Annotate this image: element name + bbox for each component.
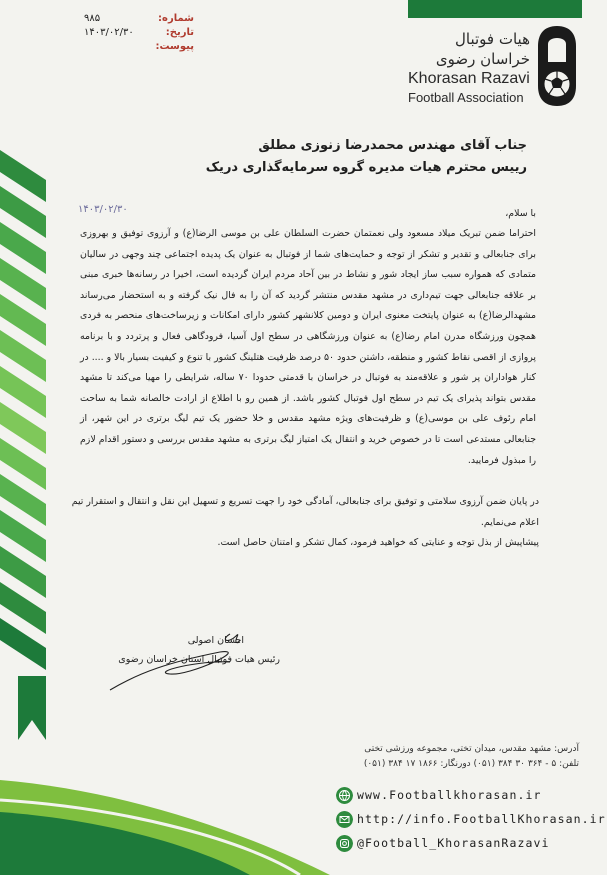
letter-closing-block (71, 492, 539, 554)
mail-icon (336, 811, 353, 828)
globe-icon (336, 787, 353, 804)
footer-phone: تلفن: ۵ - ۳۶۴ ۳۰ ۳۸۴ (۰۵۱) دورنگار: ۱۸۶۶ ۱۷ ۳۸۴ (۰۵۱) (363, 759, 579, 769)
meta-date-value: ۱۴۰۳/۰۲/۳۰ (84, 27, 134, 38)
instagram-handle[interactable]: @Football_KhorasanRazavi (357, 836, 550, 850)
greeting: با سلام، (505, 208, 536, 219)
football-logo-icon (536, 24, 578, 108)
logo-name-en-line1: Khorasan Razavi (408, 70, 530, 87)
header-green-band (408, 0, 582, 18)
footer-address: آدرس: مشهد مقدس، میدان تختی، مجموعه ورزشی تختی (364, 744, 579, 754)
letter-body (80, 204, 536, 471)
signer-title: رئیس هیات فوتبال استان خراسان رضوی (118, 654, 280, 665)
meta-date-label: تاریخ: (165, 27, 194, 38)
signature-block (80, 632, 280, 692)
meta-number-row (84, 12, 194, 26)
contact-instagram (336, 834, 596, 858)
body-paragraph-2: در پایان ضمن آرزوی سلامتی و توفیق برای جنابعالی، آمادگی خود را جهت تسریع و تسهیل این نقل و انتقال و استقرار تیم اعلام می‌نمایم. (71, 496, 539, 528)
handwritten-date: ۱۴۰۳/۰۲/۳۰ (78, 204, 128, 215)
website-link[interactable]: www.Footballkhorasan.ir (357, 788, 542, 802)
decorative-chevrons (0, 150, 60, 740)
closing-line: پیشاپیش از بذل توجه و عنایتی که خواهید فرمود، کمال تشکر و امتنان حاصل است. (217, 537, 539, 549)
addressee-title: رییس محترم هیات مدیره گروه سرمایه‌گذاری دریک (205, 160, 527, 175)
association-logo (406, 22, 578, 114)
meta-number-value: ۹۸۵ (84, 13, 101, 24)
footer-address-block (299, 742, 579, 772)
email-link[interactable]: http://info.FootballKhorasan.ir (357, 812, 606, 826)
logo-name-fa-line1: هیات فوتبال (455, 30, 530, 48)
signer-name: احسان اصولی (187, 635, 244, 646)
contact-website (336, 786, 596, 810)
addressee-name: جناب آقای مهندس محمدرضا زنوزی مطلق (258, 138, 527, 153)
instagram-icon (336, 835, 353, 852)
meta-attachment-label: پیوست: (155, 41, 194, 52)
footer-contacts (336, 786, 606, 858)
meta-date-row (84, 26, 194, 40)
contact-email (336, 810, 606, 834)
meta-attachment-row (84, 40, 194, 54)
meta-number-label: شماره: (158, 13, 194, 24)
addressee-block (107, 135, 527, 179)
letter-meta (84, 12, 194, 54)
logo-name-en-line2: Football Association (408, 90, 524, 105)
logo-name-fa-line2: خراسان رضوی (435, 50, 530, 68)
body-paragraph-1: احتراما ضمن تبریک میلاد مسعود ولی نعمتمان حضرت السلطان علی بن موسی الرضا(ع) و آرزوی توفیق و بهروزی برای جنابعالی و تقدیر و تشکر از توجه و حمایت‌های شما از فوتبال به عنوان یک پدیده اجتماعی چند وجهی در سالیان متمادی که همواره سبب ساز ایجاد شور و نشاط در بین آحاد مردم ایران گردیده است، اخیرا در رسانه‌ها خبری مبنی بر علاقه جنابعالی جهت تیم‌داری در مشهد مقدس منتشر گردید که آن را به فال نیک گرفته و به استحضار می‌رساند مشهدالرضا(ع) به عنوان پایتخت معنوی ایران و دومین کلانشهر کشور دارای امکانات و زیرساخت‌های منحصر به فردی همچون ورزشگاه مدرن امام رضا(ع) به عنوان ورزشگاهی در سطح اول آسیا، فرودگاهی فعال و پرتردد و با برنامه پروازی از اقصی نقاط کشور و منطقه، داشتن حدود ۵۰ درصد ظرفیت هتلینگ کشور با تنوع و کیفیت بسیار بالا و .... در کنار هواداران پر شور و علاقه‌مند به فوتبال در خراسان با قدمتی حدودا ۷۰ ساله، شرایطی را مهیا می‌کند تا مشهد مقدس بتواند پذیرای یک تیم در سطح اول فوتبال کشور باشد. از همین رو با اطلاع از ارادت خالصانه شما به ساحت امام رئوف علی بن موسی(ع) و ظرفیت‌های ویژه مشهد مقدس و خلا حضور یک تیم لیگ برتری در این شهر، از جنابعالی مستدعی است تا در خصوص خرید و انتقال یک امتیاز لیگ برتری به مشهد مقدس بررسی و دستور اقدام لازم را مبذول فرمایید. (80, 228, 537, 466)
